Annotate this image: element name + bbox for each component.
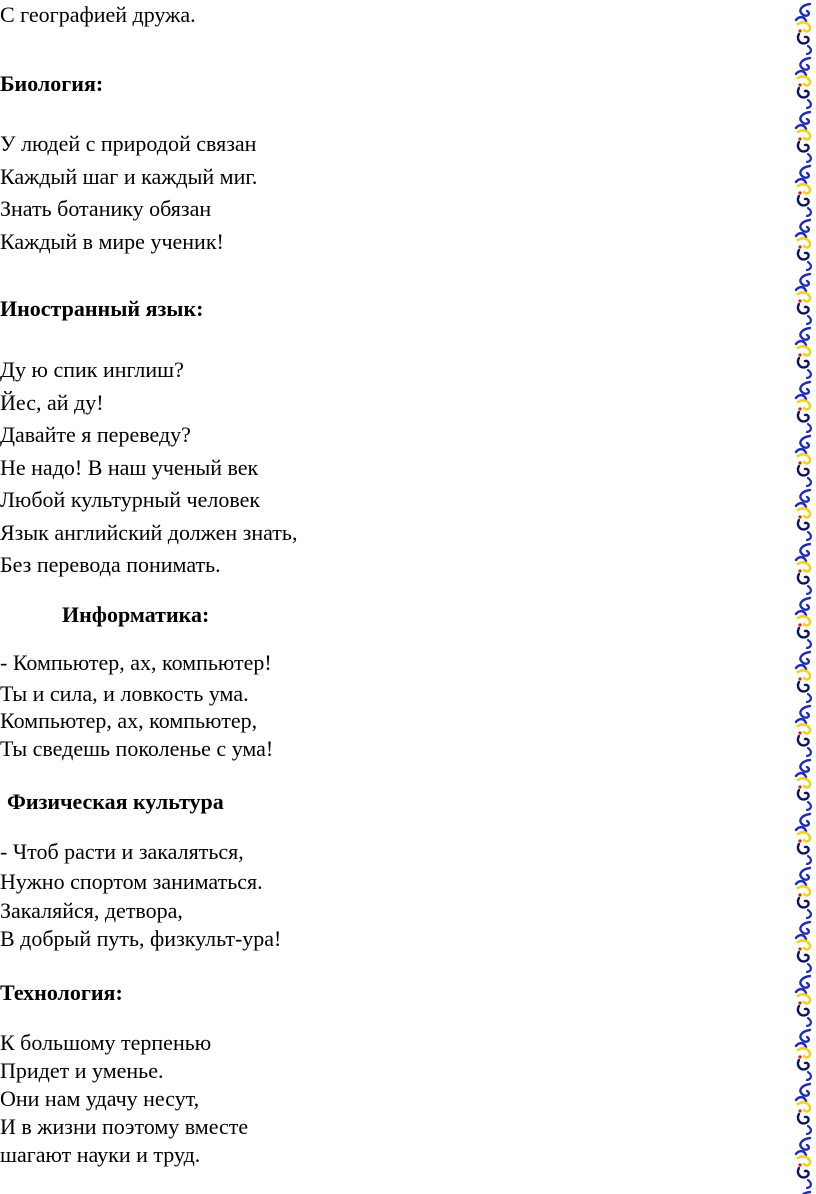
poem-line: Они нам удачу несут, (0, 1086, 200, 1111)
border-ornament (796, 4, 811, 54)
poem-line: - Чтоб расти и закаляться, (0, 839, 244, 864)
poem-line: У людей с природой связан (0, 131, 257, 156)
poem-line: - Компьютер, ах, компьютер! (0, 650, 272, 675)
border-ornament (796, 760, 811, 810)
section-heading-foreign-language: Иностранный язык: (0, 296, 204, 321)
border-ornament (796, 868, 811, 918)
decorative-border (790, 0, 816, 1194)
poem-line: Каждый в мире ученик! (0, 229, 224, 254)
poem-line: И в жизни поэтому вместе (0, 1114, 249, 1139)
border-ornament (796, 1138, 811, 1188)
poem-line: Любой культурный человек (0, 487, 261, 512)
poem-line: Ты сведешь поколенье с ума! (0, 736, 274, 761)
poem-line: В добрый путь, физкульт-ура! (0, 926, 282, 951)
border-ornament (796, 328, 811, 378)
section-heading-technology: Технология: (0, 980, 123, 1005)
poem-line: Без перевода понимать. (0, 552, 221, 577)
border-ornament (796, 382, 811, 432)
section-heading-biology: Биология: (0, 71, 104, 96)
border-ornament (796, 976, 811, 1026)
border-ornament (796, 112, 811, 162)
border-ornament (796, 274, 811, 324)
poem-line: Язык английский должен знать, (0, 520, 298, 545)
poem-line: Ду ю спик инглиш? (0, 357, 184, 382)
border-ornament (796, 166, 811, 216)
border-ornament (796, 490, 811, 540)
border-ornament (796, 814, 811, 864)
border-ornament (796, 544, 811, 594)
poem-line: Знать ботанику обязан (0, 196, 212, 221)
border-ornament (796, 1084, 811, 1134)
border-ornament (796, 706, 811, 756)
border-ornament (796, 58, 811, 108)
poem-line: К большому терпенью (0, 1030, 212, 1055)
poem-line: Йес, ай ду! (0, 390, 104, 415)
poem-line: Нужно спортом заниматься. (0, 869, 263, 894)
poem-line: Придет и уменье. (0, 1058, 164, 1083)
poem-line: Давайте я переведу? (0, 422, 191, 447)
border-ornament (796, 1030, 811, 1080)
border-ornament (796, 436, 811, 486)
border-ornament (796, 922, 811, 972)
poem-line: шагают науки и труд. (0, 1142, 201, 1167)
border-ornament (796, 598, 811, 648)
border-ornament (796, 652, 811, 702)
poem-line: Не надо! В наш ученый век (0, 455, 259, 480)
border-ornament (796, 220, 811, 270)
poem-line: Компьютер, ах, компьютер, (0, 708, 258, 733)
poem-line: Закаляйся, детвора, (0, 898, 183, 923)
intro-line: С географией дружа. (0, 2, 196, 27)
poem-line: Каждый шаг и каждый миг. (0, 164, 258, 189)
section-heading-physical-education: Физическая культура (7, 789, 224, 814)
poem-line: Ты и сила, и ловкость ума. (0, 681, 249, 706)
section-heading-informatics: Информатика: (62, 602, 210, 627)
